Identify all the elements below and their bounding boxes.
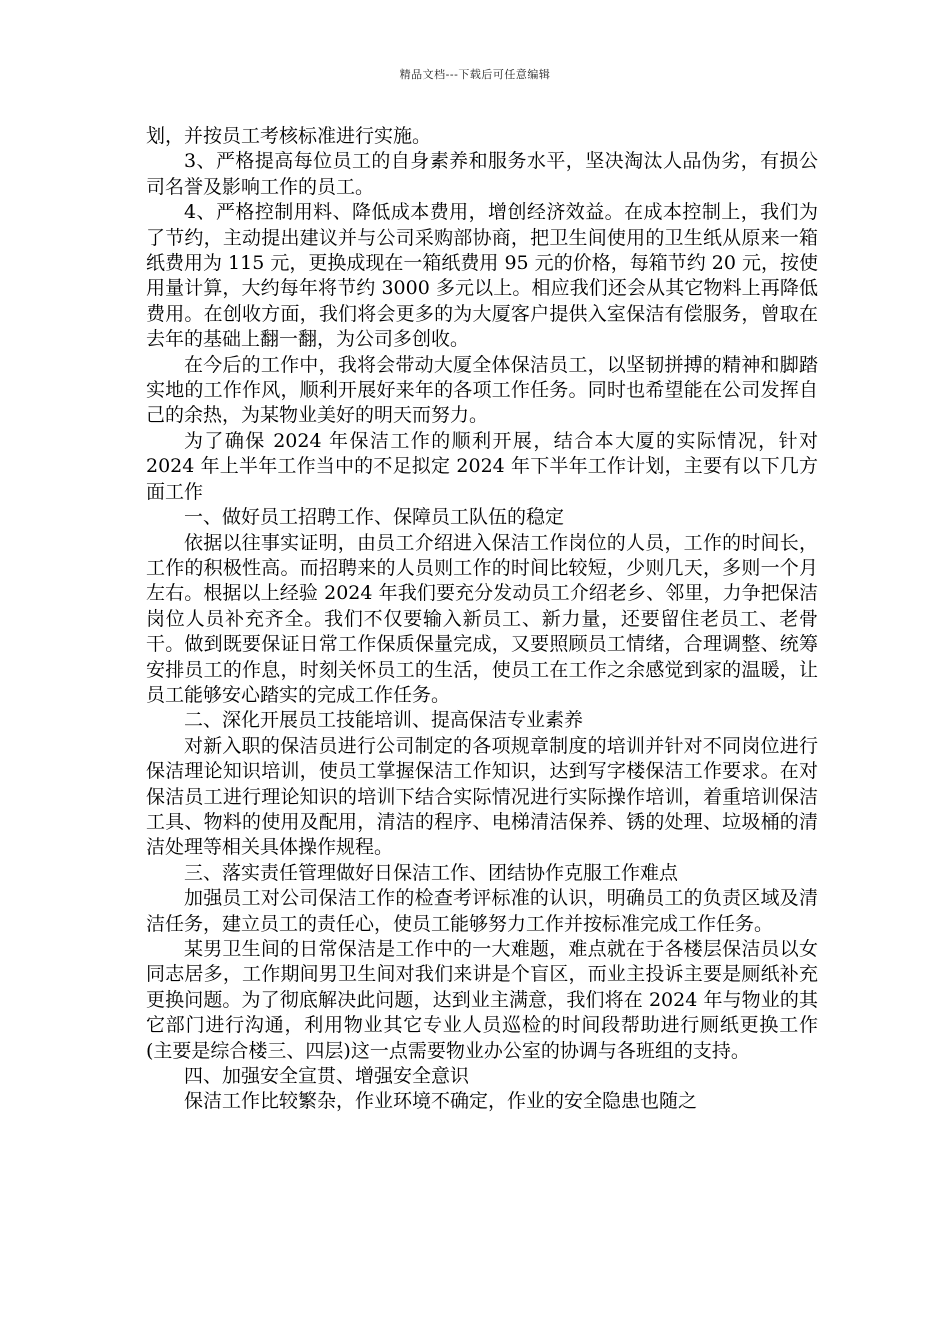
paragraph-1: 划，并按员工考核标准进行实施。 — [146, 125, 432, 147]
page-header: 精品文档---下载后可任意编辑 — [399, 68, 551, 81]
document-body — [146, 124, 818, 1115]
paragraph-2: 3、严格提高每位员工的自身素养和服务水平，坚决淘汰人品伪劣，有损公司名誉及影响工作的员工。 — [146, 150, 818, 198]
paragraph-8: 加强员工对公司保洁工作的检查考评标准的认识，明确员工的负责区域及清洁任务，建立员工的责任心，使员工能够努力工作并按标准完成工作任务。 — [146, 887, 818, 935]
paragraph-6: 依据以往事实证明，由员工介绍进入保洁工作岗位的人员，工作的时间长，工作的积极性高。而招聘来的人员则工作的时间比较短，少则几天，多则一个月左右。根据以上经验 2024 年我们要充分发动员工介绍老乡、邻里，力争把保洁岗位人员补充齐全。我们不仅要输入新员工、新力量，还要留住老员工、老骨干。做到既要保证日常工作保质保量完成，又要照顾员工情绪，合理调整、统筹安排员工的作息，时刻关怀员工的生活，使员工在工作之余感觉到家的温暖，让员工能够安心踏实的完成工作任务。 — [146, 531, 818, 706]
paragraph-9: 某男卫生间的日常保洁是工作中的一大难题，难点就在于各楼层保洁员以女同志居多，工作期间男卫生间对我们来讲是个盲区，而业主投诉主要是厕纸补充更换问题。为了彻底解决此问题，达到业主满意，我们将在 2024 年与物业的其它部门进行沟通，利用物业其它专业人员巡检的时间段帮助进行厕纸更换工作(主要是综合楼三、四层)这一点需要物业办公室的协调与各班组的支持。 — [146, 938, 818, 1062]
paragraph-5: 为了确保 2024 年保洁工作的顺利开展，结合本大厦的实际情况，针对 2024 年上半年工作当中的不足拟定 2024 年下半年工作计划，主要有以下几方面工作 — [146, 429, 818, 503]
section-heading-3: 三、落实责任管理做好日保洁工作、团结协作克服工作难点 — [184, 861, 679, 884]
section-heading-2: 二、深化开展员工技能培训、提高保洁专业素养 — [184, 709, 584, 732]
paragraph-7: 对新入职的保洁员进行公司制定的各项规章制度的培训并针对不同岗位进行保洁理论知识培训，使员工掌握保洁工作知识，达到写字楼保洁工作要求。在对保洁员工进行理论知识的培训下结合实际情况进行实际操作培训，着重培训保洁工具、物料的使用及配用，清洁的程序、电梯清洁保养、锈的处理、垃圾桶的清洁处理等相关具体操作规程。 — [146, 734, 818, 859]
section-heading-1: 一、做好员工招聘工作、保障员工队伍的稳定 — [184, 506, 565, 529]
paragraph-10: 保洁工作比较繁杂，作业环境不确定，作业的安全隐患也随之 — [184, 1090, 698, 1113]
section-heading-4: 四、加强安全宣贯、增强安全意识 — [184, 1065, 470, 1088]
paragraph-4: 在今后的工作中，我将会带动大厦全体保洁员工，以坚韧拼搏的精神和脚踏实地的工作作风，顺利开展好来年的各项工作任务。同时也希望能在公司发挥自己的余热，为某物业美好的明天而努力。 — [146, 353, 818, 427]
paragraph-3: 4、严格控制用料、降低成本费用，增创经济效益。在成本控制上，我们为了节约，主动提出建议并与公司采购部协商，把卫生间使用的卫生纸从原来一箱纸费用为 115 元，更换成现在一箱纸费用 95 元的价格，每箱节约 20 元，按使用量计算，大约每年将节约 3000 多元以上。相应我们还会从其它物料上再降低费用。在创收方面，我们将会更多的为大厦客户提供入室保洁有偿服务，曾取在去年的基础上翻一翻，为公司多创收。 — [146, 201, 818, 351]
